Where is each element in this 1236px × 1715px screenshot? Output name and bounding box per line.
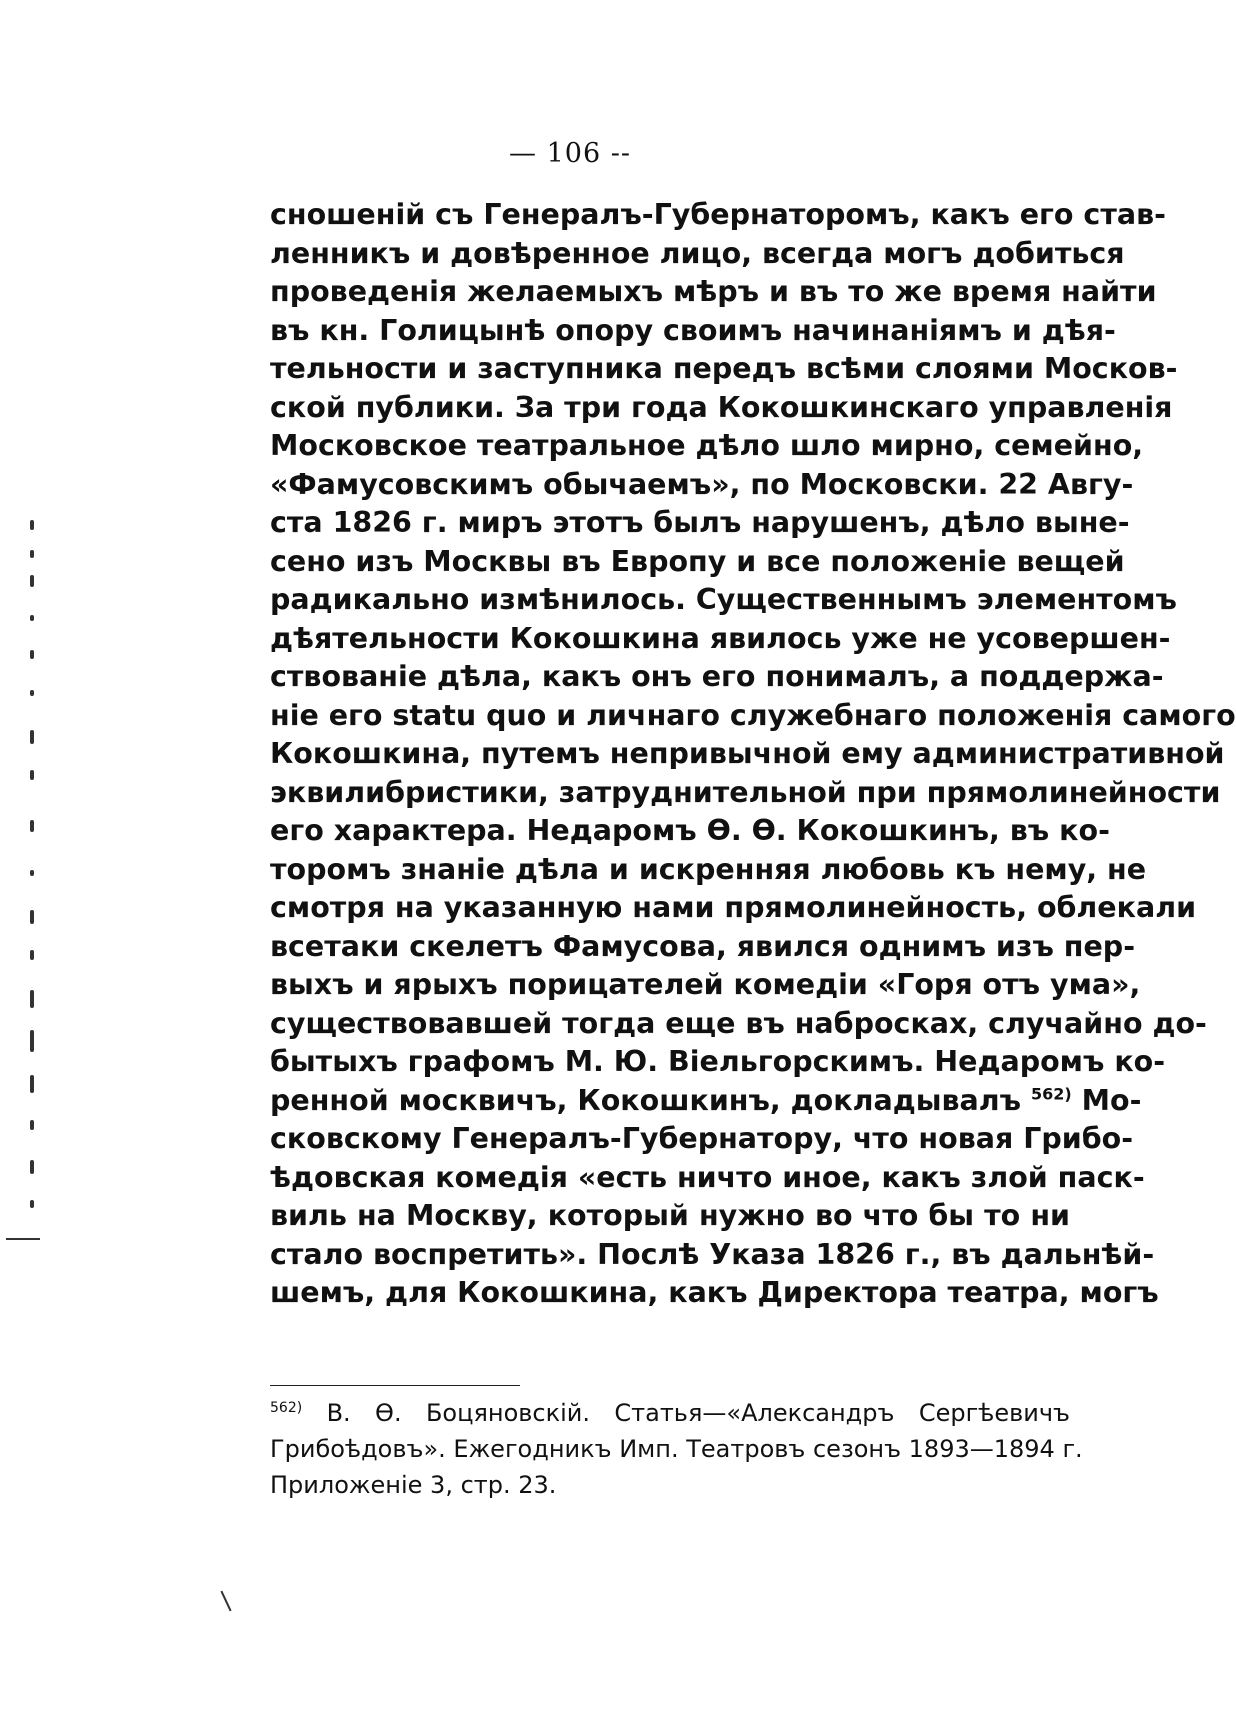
text-line: смотря на указанную нами прямолинейность, облекали <box>270 891 1197 924</box>
footnote-divider <box>270 1385 520 1386</box>
text-line: ской публики. За три года Кокошкинскаго управленія <box>270 390 1173 424</box>
text-line: торомъ знаніе дѣла и искренняя любовь къ нему, не <box>270 852 1147 886</box>
text-line: Московское театральное дѣло шло мирно, семейно, <box>270 429 1144 462</box>
text-line: всетаки скелетъ Фамусова, явился однимъ изъ пер- <box>270 929 1136 963</box>
text-line: ѣдовская комедія «есть ничто иное, какъ злой паск- <box>270 1160 1145 1194</box>
text-line: существовавшей тогда еще въ набросках, случайно до- <box>270 1006 1207 1040</box>
text-line: его характера. Недаромъ Ѳ. Ѳ. Кокошкинъ, въ ко- <box>270 814 1110 847</box>
footnote-text: В. Ѳ. Боцяновскій. Статья—«Александръ Сергѣевичъ <box>326 1399 1070 1427</box>
footnote-block <box>270 1395 1083 1503</box>
text-line: шемъ, для Кокошкина, какъ Директора театра, могъ <box>270 1276 1159 1309</box>
text-line: эквилибристики, затруднительной при прямолинейности <box>270 775 1221 809</box>
text-line: въ кн. Голицынѣ опору своимъ начинаніямъ и дѣя- <box>270 313 1116 347</box>
margin-bleed-marks <box>22 520 44 1210</box>
text-line: сношеній съ Генералъ-Губернаторомъ, какъ его став- <box>270 198 1166 231</box>
text-line: проведенія желаемыхъ мѣръ и въ то же время найти <box>270 275 1157 308</box>
margin-scratch-mark <box>220 1591 231 1612</box>
text-segment: ренной москвичъ, Кокошкинъ, докладывалъ <box>270 1083 1022 1117</box>
footnote-reference: 562) <box>1031 1084 1072 1103</box>
text-line: ленникъ и довѣренное лицо, всегда могъ добиться <box>270 236 1125 270</box>
page-number: — 106 -- <box>509 138 631 169</box>
text-line: ста 1826 г. миръ этотъ былъ нарушенъ, дѣло выне- <box>270 506 1130 539</box>
margin-scratch-mark <box>6 1238 40 1240</box>
text-line: сковскому Генералъ-Губернатору, что новая Грибо- <box>270 1122 1134 1155</box>
footnote-marker: 562) <box>270 1400 303 1416</box>
text-line: Кокошкина, путемъ непривычной ему административной <box>270 737 1225 770</box>
text-line: выхъ и ярыхъ порицателей комедіи «Горя отъ ума», <box>270 968 1141 1001</box>
main-text-block <box>270 196 1236 1313</box>
text-line: «Фамусовскимъ обычаемъ», по Московски. 22 Авгу- <box>270 467 1134 501</box>
text-line: дѣятельности Кокошкина явилось уже не усовершен- <box>270 621 1171 655</box>
text-line: бытыхъ графомъ М. Ю. Віельгорскимъ. Недаромъ ко- <box>270 1045 1166 1078</box>
text-line: ствованіе дѣла, какъ онъ его понималъ, а поддержа- <box>270 660 1164 693</box>
text-line: тельности и заступника передъ всѣми слоями Москов- <box>270 352 1178 385</box>
footnote-line: Грибоѣдовъ». Ежегодникъ Имп. Театровъ сезонъ 1893—1894 г. <box>270 1435 1083 1463</box>
text-line: сено изъ Москвы въ Европу и все положеніе вещей <box>270 544 1125 578</box>
text-line: виль на Москву, который нужно во что бы то ни <box>270 1199 1070 1232</box>
text-line: радикально измѣнилось. Существеннымъ элементомъ <box>270 583 1177 616</box>
footnote-line <box>270 1395 1070 1431</box>
footnote-line: Приложеніе 3, стр. 23. <box>270 1471 557 1499</box>
text-line: ніе его statu quo и личнаго служебнаго положенія самого <box>270 698 1236 732</box>
text-line-with-footnote-ref <box>270 1082 1142 1121</box>
text-line: стало воспретить». Послѣ Указа 1826 г., въ дальнѣй- <box>270 1237 1155 1271</box>
text-segment: Мо- <box>1081 1083 1142 1117</box>
